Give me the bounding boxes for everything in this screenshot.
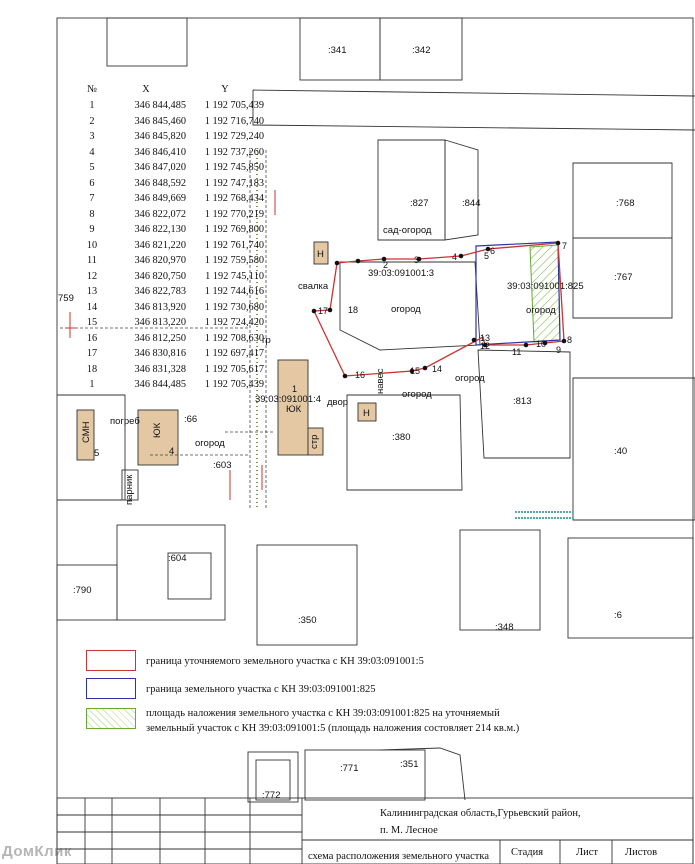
- coordinate-cell-y: 1 192 770,219: [204, 208, 264, 220]
- header-y: Y: [221, 84, 229, 95]
- label-768: :768: [616, 198, 635, 209]
- legend-text-overlap-1: площадь наложения земельного участка с КН 39:03:091001:825 на уточняемый: [146, 708, 500, 719]
- label-844: :844: [462, 198, 481, 209]
- coordinate-cell-x: 346 820,750: [134, 270, 186, 282]
- point-number: 4: [452, 252, 458, 262]
- coordinates-row: [78, 362, 264, 378]
- coordinate-cell-y: 1 192 708,630: [204, 332, 264, 344]
- boundary-point: [343, 374, 348, 379]
- point-number: 1: [292, 384, 298, 394]
- title-sheet: Лист: [576, 847, 598, 858]
- label-yuk-left: ЮК: [152, 422, 163, 438]
- coordinate-cell-y: 1 192 745,850: [204, 162, 264, 174]
- coordinate-cell-y: 1 192 705,439: [204, 100, 264, 112]
- title-sheets: Листов: [625, 847, 658, 858]
- coordinates-row: [78, 331, 264, 347]
- point-number: 2: [383, 260, 389, 270]
- label-ogorod-2: огород: [526, 305, 556, 316]
- boundary-point: [328, 308, 333, 313]
- label-66: :66: [184, 414, 198, 425]
- point-number: 6: [490, 246, 496, 256]
- coordinates-row: [78, 207, 264, 223]
- label-767: :767: [614, 272, 633, 283]
- boundary-point: [356, 259, 361, 264]
- coordinates-row: [78, 300, 264, 316]
- coordinates-row: [78, 238, 264, 254]
- point-number: 16: [355, 370, 366, 380]
- coordinates-row: [78, 284, 264, 300]
- coordinate-cell-no: 18: [86, 363, 98, 375]
- header-no: №: [87, 84, 97, 95]
- label-str: стр: [309, 434, 320, 449]
- point-number: 5: [484, 251, 490, 261]
- point-number: 14: [432, 364, 443, 374]
- parcel-outline-6: [568, 538, 693, 638]
- point-number: 3: [414, 255, 420, 265]
- coordinate-cell-y: 1 192 769,800: [204, 224, 264, 236]
- coordinate-cell-y: 1 192 729,240: [204, 131, 264, 143]
- label-6: :6: [614, 610, 622, 621]
- label-dvor: двор: [327, 397, 349, 408]
- boundary-point: [335, 261, 340, 266]
- coordinate-cell-no: 10: [86, 239, 98, 251]
- label-yuk-main: ЮК: [286, 404, 302, 415]
- label-h-top: Н: [317, 249, 324, 260]
- parcel-outline-40: [573, 378, 695, 520]
- parcel-outline-604: [117, 525, 225, 620]
- coordinates-row: [78, 145, 264, 161]
- coordinate-cell-no: 7: [89, 193, 95, 205]
- label-348: :348: [495, 622, 514, 633]
- legend-swatch-red: [86, 650, 136, 671]
- coordinate-cell-x: 346 821,220: [134, 239, 186, 251]
- coordinate-cell-no: 16: [86, 332, 98, 344]
- label-parcel-3: 39:03:091001:3: [368, 268, 435, 279]
- coordinate-cell-x: 346 844,485: [134, 379, 186, 391]
- label-parcel-4: 39:03:091001:4: [255, 394, 322, 405]
- coordinate-cell-y: 1 192 768,434: [204, 193, 264, 205]
- boundary-point: [472, 338, 477, 343]
- boundary-point: [312, 309, 317, 314]
- point-number: 10: [536, 339, 547, 349]
- coordinate-cell-y: 1 192 705,439: [204, 379, 264, 391]
- label-parcel-825: 39:03:091001:825: [507, 281, 584, 292]
- coordinate-cell-x: 346 822,130: [134, 224, 186, 236]
- boundary-point: [524, 343, 529, 348]
- coordinates-row: [78, 269, 264, 285]
- label-813: :813: [513, 396, 532, 407]
- coordinate-cell-no: 12: [86, 270, 98, 282]
- coordinate-cell-no: 3: [89, 131, 95, 143]
- header-x: X: [142, 84, 150, 95]
- coordinates-row: [78, 222, 264, 238]
- point-number: 7: [562, 241, 568, 251]
- coordinate-cell-x: 346 822,072: [134, 208, 186, 220]
- parcel-outline-street-top: [253, 90, 695, 96]
- label-759: 759: [58, 293, 74, 304]
- coordinate-cell-no: 13: [86, 286, 98, 298]
- coordinates-row: [78, 346, 264, 362]
- coordinates-row: [78, 176, 264, 192]
- coordinate-cell-y: 1 192 697,417: [204, 348, 264, 360]
- coordinate-cell-x: 346 845,460: [134, 115, 186, 127]
- coordinate-cell-x: 346 813,220: [134, 317, 186, 329]
- label-n4: 4: [169, 446, 175, 457]
- coordinate-cell-x: 346 812,250: [134, 332, 186, 344]
- overlap-area: [530, 245, 560, 342]
- point-number: 11: [512, 347, 522, 357]
- coordinate-cell-no: 1: [89, 100, 95, 112]
- coordinates-row: [78, 160, 264, 176]
- label-pogreb: погреб: [110, 416, 140, 427]
- coordinate-cell-x: 346 831,328: [134, 363, 186, 375]
- title-address-2: п. М. Лесное: [380, 825, 438, 836]
- coordinate-cell-x: 346 820,970: [134, 255, 186, 267]
- coordinates-row: [78, 129, 264, 145]
- label-h-mid: Н: [363, 408, 370, 419]
- coordinate-cell-y: 1 192 759,580: [204, 255, 264, 267]
- parcel-outline-street-top2: [253, 90, 695, 130]
- coordinate-cell-no: 5: [89, 162, 95, 174]
- legend-text-refined: граница уточняемого земельного участка с КН 39:03:091001:5: [146, 656, 424, 667]
- label-svalka: свалка: [298, 281, 329, 292]
- label-790: :790: [73, 585, 92, 596]
- label-40: :40: [614, 446, 628, 457]
- coordinates-row: [78, 377, 264, 393]
- coordinate-cell-x: 346 822,783: [134, 286, 186, 298]
- legend-swatch-hatch: [86, 708, 136, 729]
- label-341: :341: [328, 45, 347, 56]
- parcel-outline-350: [257, 545, 357, 645]
- label-ogorod-1: огород: [391, 304, 421, 315]
- boundary-point: [556, 241, 561, 246]
- coordinate-cell-no: 4: [89, 146, 95, 158]
- coordinate-cell-no: 14: [86, 301, 98, 313]
- watermark-logo: ДомКлик: [2, 843, 72, 860]
- label-604: :604: [168, 553, 187, 564]
- coordinates-row: [78, 315, 264, 331]
- parcel-outline-844: [445, 140, 478, 240]
- label-sad-ogorod: сад-огород: [383, 225, 432, 236]
- coordinate-cell-x: 346 848,592: [134, 177, 186, 189]
- coordinate-cell-no: 9: [89, 224, 95, 236]
- label-603: :603: [213, 460, 232, 471]
- coordinate-cell-x: 346 846,410: [134, 146, 186, 158]
- coordinate-cell-y: 1 192 705,617: [204, 363, 264, 375]
- legend-text-parcel-825: граница земельного участка с КН 39:03:091001:825: [146, 684, 376, 695]
- label-gr: гр: [262, 335, 271, 346]
- coordinates-rows: [78, 98, 264, 393]
- point-number: 15: [410, 366, 421, 376]
- legend-swatch-blue: [86, 678, 136, 699]
- label-parnik: парник: [124, 474, 135, 505]
- label-ogorod-4: огород: [455, 373, 485, 384]
- coordinate-cell-y: 1 192 716,740: [204, 115, 264, 127]
- coordinate-cell-no: 11: [87, 255, 97, 267]
- label-342: :342: [412, 45, 431, 56]
- boundary-point: [423, 366, 428, 371]
- point-number: 13: [480, 333, 491, 343]
- coordinate-cell-no: 8: [89, 208, 95, 220]
- parcel-outline-348: [460, 530, 540, 630]
- coordinate-cell-x: 346 813,920: [134, 301, 186, 313]
- label-350: :350: [298, 615, 317, 626]
- coordinate-cell-y: 1 192 737,260: [204, 146, 264, 158]
- coordinates-table: [78, 84, 264, 393]
- coordinate-cell-no: 17: [86, 348, 98, 360]
- label-n5: 5: [94, 448, 100, 459]
- coordinate-cell-y: 1 192 730,680: [204, 301, 264, 313]
- label-ogorod-5: огород: [195, 438, 225, 449]
- label-naves: навес: [375, 368, 386, 394]
- boundary-point: [562, 339, 567, 344]
- coordinate-cell-x: 346 849,669: [134, 193, 186, 205]
- coordinates-row: [78, 98, 264, 114]
- boundary-point: [459, 254, 464, 259]
- label-ogorod-3: огород: [402, 389, 432, 400]
- coordinate-cell-x: 346 847,020: [134, 162, 186, 174]
- label-351: :351: [400, 759, 419, 770]
- coordinate-cell-y: 1 192 744,616: [204, 286, 264, 298]
- label-827: :827: [410, 198, 429, 209]
- point-number: 18: [348, 305, 359, 315]
- coordinate-cell-x: 346 845,820: [134, 131, 186, 143]
- label-772: :772: [262, 790, 281, 801]
- coordinates-header: [78, 84, 264, 98]
- coordinate-cell-no: 15: [86, 317, 98, 329]
- title-address-1: Калининградская область,Гурьевский район,: [380, 808, 581, 819]
- coordinate-cell-y: 1 192 761,740: [204, 239, 264, 251]
- coordinates-row: [78, 253, 264, 269]
- coordinate-cell-x: 346 830,816: [134, 348, 186, 360]
- parcel-outline-771: [305, 750, 425, 800]
- label-771: :771: [340, 763, 359, 774]
- parcel-outline-top-left: [107, 18, 187, 66]
- label-smn: СМН: [81, 421, 92, 443]
- title-scheme: схема расположения земельного участка: [308, 851, 490, 862]
- coordinate-cell-x: 346 844,485: [134, 100, 186, 112]
- legend-text-overlap-2: земельный участок с КН 39:03:091001:5 (площадь наложения состовляет 214 кв.м.): [146, 723, 520, 734]
- point-number: 8: [567, 335, 573, 345]
- coordinates-row: [78, 114, 264, 130]
- coordinates-row: [78, 191, 264, 207]
- coordinate-cell-no: 6: [89, 177, 95, 189]
- coordinate-cell-y: 1 192 724,420: [204, 317, 264, 329]
- point-number: 9: [556, 345, 562, 355]
- coordinate-cell-no: 2: [89, 115, 95, 127]
- coordinate-cell-no: 1: [89, 379, 95, 391]
- title-stage: Стадия: [511, 847, 544, 858]
- parcel-outline-351: [380, 748, 465, 800]
- point-number: 17: [318, 306, 329, 316]
- label-380: :380: [392, 432, 411, 443]
- coordinate-cell-y: 1 192 745,110: [205, 270, 264, 282]
- point-number: 12: [480, 341, 491, 351]
- coordinate-cell-y: 1 192 747,183: [204, 177, 264, 189]
